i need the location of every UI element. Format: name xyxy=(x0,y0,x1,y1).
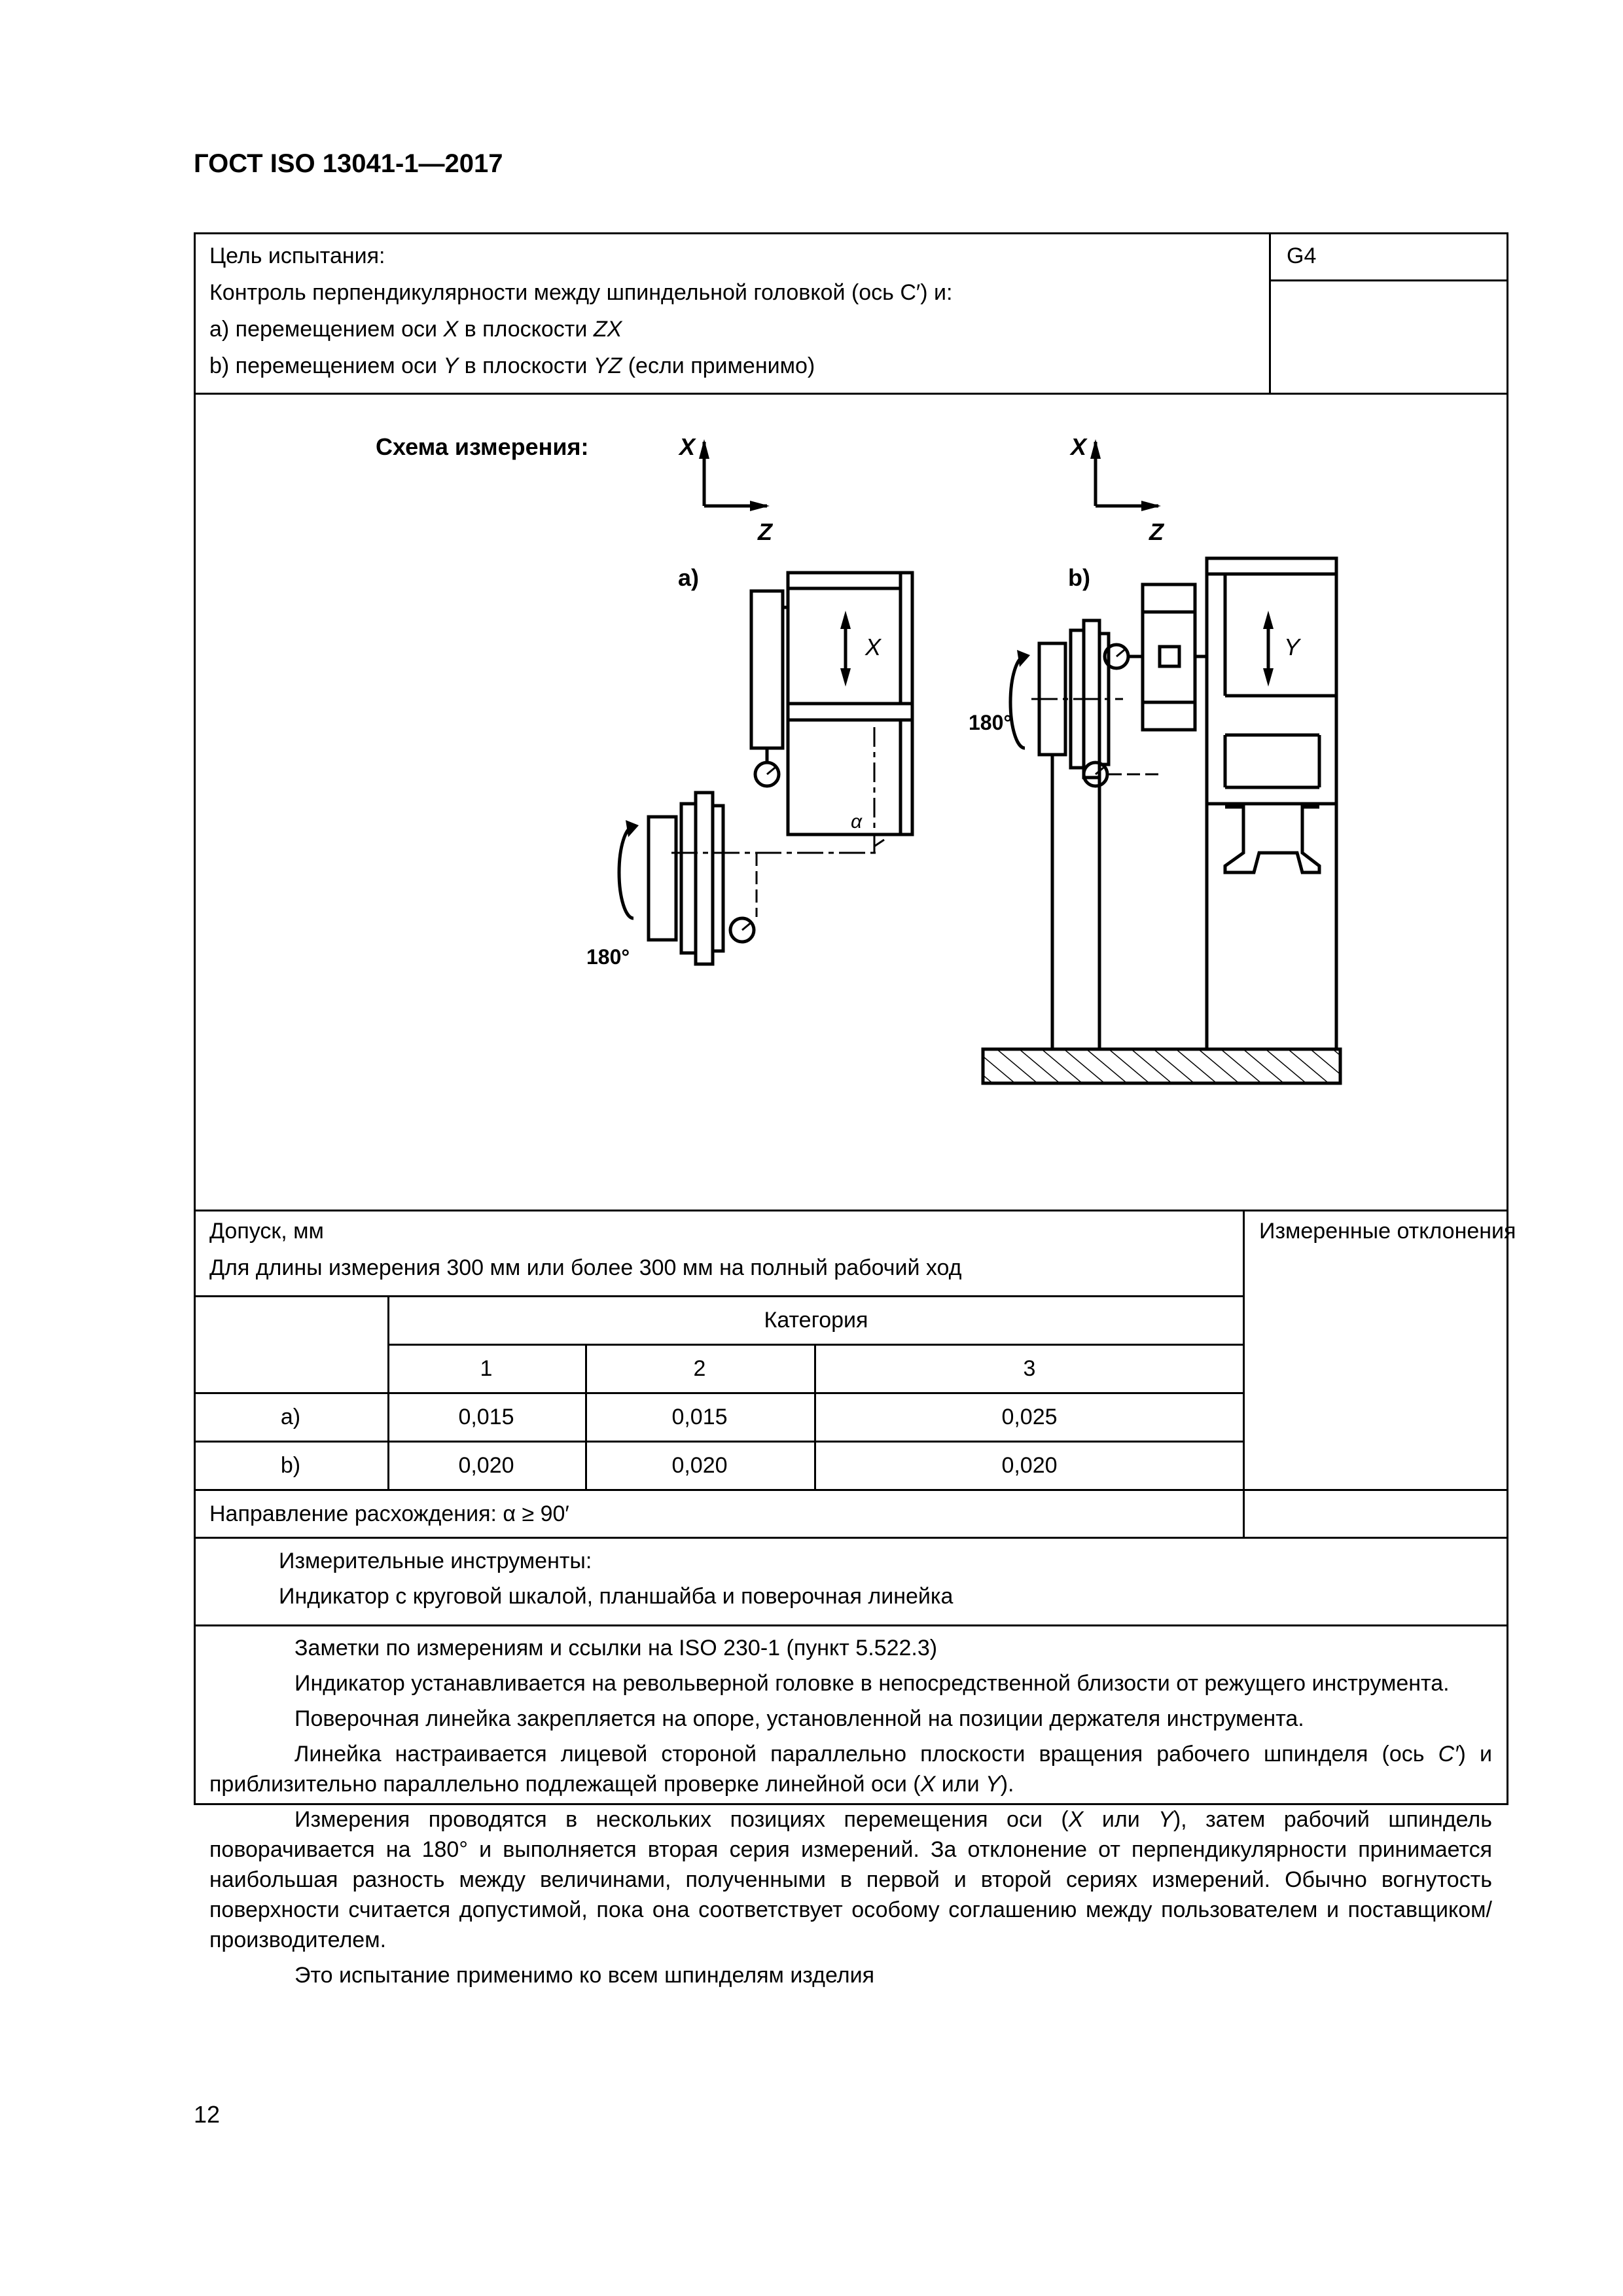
instruments-text: Индикатор с круговой шкалой, планшайба и поверочная линейка xyxy=(279,1584,954,1609)
category-1: 1 xyxy=(480,1356,493,1381)
tool-holder-a xyxy=(751,591,783,748)
notes-paragraph-4: Измерения проводятся в нескольких позициях перемещения оси (X или Y), затем рабочий шпиндель поворачивается на 180° и выполняется вторая серия измерений. За отклонение от перпендикулярности принимается наибольшая разность между величинами, полученными в первой и второй сериях измерений. Обычно вогнутость поверхности считается допустимой, пока она соответствует особому соглашению между пользователем и поставщиком/ производителем. xyxy=(209,1807,1492,1952)
rotation-arrow-b xyxy=(1010,656,1025,748)
label-rotation-b: 180° xyxy=(969,711,1012,734)
schema-title: Схема измерения: xyxy=(376,433,589,460)
notes-paragraph-3: Линейка настраивается лицевой стороной параллельно плоскости вращения рабочего шпинделя (ось C′) и приблизительно параллельно подлежащей проверке линейной оси (X или Y). xyxy=(209,1742,1493,1797)
measured-deviations-heading: Измеренные отклонения xyxy=(1259,1219,1516,1244)
label-part-b: b) xyxy=(1068,564,1090,591)
objective-item-a: a) перемещением оси X в плоскости ZX xyxy=(209,317,622,342)
objective-line-1: Контроль перпендикулярности между шпиндельной головкой (ось C′) и: xyxy=(209,280,953,305)
row-label-b: b) xyxy=(280,1453,301,1478)
instruments-heading: Измерительные инструменты: xyxy=(279,1549,592,1573)
spindle-disc-a-2 xyxy=(681,804,696,953)
axis-x-arrowhead-a xyxy=(699,439,709,459)
cell-b-2: 0,020 xyxy=(671,1453,728,1478)
spindle-disc-a-1 xyxy=(649,817,676,940)
measurement-notes xyxy=(209,1633,1492,1990)
test-code: G4 xyxy=(1287,243,1317,268)
category-2: 2 xyxy=(693,1356,706,1381)
category-3: 3 xyxy=(1023,1356,1036,1381)
page-number: 12 xyxy=(194,2101,221,2128)
label-alpha: α xyxy=(851,811,863,833)
document-header: ГОСТ ISO 13041-1—2017 xyxy=(194,149,503,178)
rotation-arrow-a xyxy=(619,827,633,918)
objective-heading: Цель испытания: xyxy=(209,243,385,268)
category-label: Категория xyxy=(764,1308,868,1333)
notes-paragraph-1: Индикатор устанавливается на револьверной головке в непосредственной близости от режущего инструмента. xyxy=(294,1671,1450,1696)
label-rotation-a: 180° xyxy=(586,945,630,969)
machine-base xyxy=(983,1049,1340,1083)
measurement-diagram xyxy=(194,395,1508,1210)
cell-b-3: 0,020 xyxy=(1001,1453,1058,1478)
objective-item-b: b) перемещением оси Y в плоскости YZ (если применимо) xyxy=(209,353,815,378)
slide-b xyxy=(1143,584,1195,730)
headstock-a-upper xyxy=(788,573,912,704)
cell-a-3: 0,025 xyxy=(1001,1405,1058,1429)
direction-of-deviation: Направление расхождения: α ≥ 90′ xyxy=(209,1501,569,1526)
headstock-a-lower xyxy=(788,720,912,834)
notes-paragraph-2: Поверочная линейка закрепляется на опоре, установленной на позиции держателя инструмента. xyxy=(294,1706,1304,1731)
label-part-a: a) xyxy=(678,564,700,591)
label-motion-y: Y xyxy=(1284,634,1300,660)
label-axis-x-a: X xyxy=(679,433,696,460)
tolerance-heading: Допуск, мм xyxy=(209,1219,324,1244)
notes-heading: Заметки по измерениям и ссылки на ISO 230-1 (пункт 5.522.3) xyxy=(294,1636,938,1660)
tolerance-subheading: Для длины измерения 300 мм или более 300 мм на полный рабочий ход xyxy=(209,1255,962,1280)
label-axis-x-b: X xyxy=(1071,433,1087,460)
axis-z-arrowhead-a xyxy=(750,501,770,511)
cell-a-2: 0,015 xyxy=(671,1405,728,1429)
label-axis-z-a: Z xyxy=(758,518,772,545)
label-motion-x: X xyxy=(865,634,882,660)
cell-b-1: 0,020 xyxy=(458,1453,514,1478)
test-sheet-table xyxy=(194,232,1516,1988)
label-axis-z-b: Z xyxy=(1149,518,1164,545)
row-label-a: a) xyxy=(280,1405,301,1429)
cell-a-1: 0,015 xyxy=(458,1405,514,1429)
notes-paragraph-5: Это испытание применимо ко всем шпинделям изделия xyxy=(294,1963,875,1988)
